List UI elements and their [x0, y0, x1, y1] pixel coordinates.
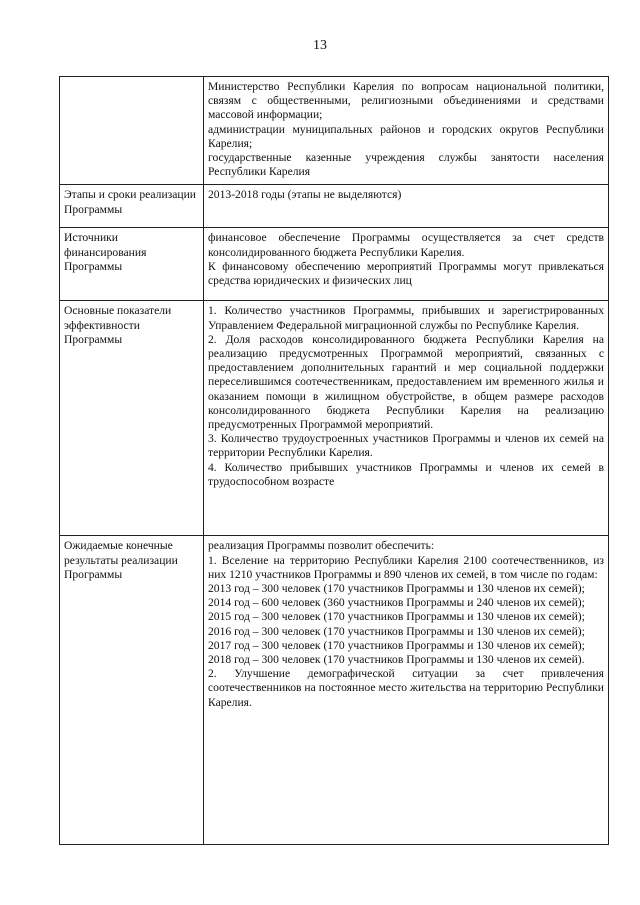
row-value: [204, 228, 609, 301]
row-value: [204, 301, 609, 536]
paragraph: 2014 год – 600 человек (360 участников Программы и 240 членов их семей);: [208, 596, 585, 610]
row-label: Ожидаемые конечные результаты реализации Программы: [60, 536, 204, 845]
paragraph: 1. Вселение на территорию Республики Карелия 2100 соотечественников, из них 1210 участников Программы и 890 членов их семей, в том числе по годам:: [208, 553, 604, 581]
page-number: 13: [313, 38, 327, 53]
paragraph: 2013-2018 годы (этапы не выделяются): [208, 188, 402, 202]
paragraph: 2. Улучшение демографической ситуации за счет привлечения соотечественников на постоянное место жительства на территорию Республики Карелия.: [208, 667, 604, 709]
paragraph: 2017 год – 300 человек (170 участников Программы и 130 членов их семей);: [208, 638, 585, 652]
row-label: Основные показатели эффективности Программы: [60, 301, 204, 536]
row-label: Источники финансирования Программы: [60, 228, 204, 301]
table-row: [60, 301, 609, 536]
row-value: [204, 77, 609, 185]
paragraph: К финансовому обеспечению мероприятий Программы могут привлекаться средства юридических и физических лиц: [208, 259, 604, 288]
table-row: [60, 536, 609, 845]
paragraph: 2016 год – 300 человек (170 участников Программы и 130 членов их семей);: [208, 624, 585, 638]
paragraph: финансовое обеспечение Программы осуществляется за счет средств консолидированного бюджета Республики Карелия.: [208, 231, 604, 259]
row-label: Этапы и сроки реализации Программы: [60, 185, 204, 228]
row-label: [60, 77, 204, 185]
paragraph: 4. Количество прибывших участников Программы и членов их семей в трудоспособном возрасте: [208, 460, 604, 488]
program-passport-table: [59, 76, 609, 845]
paragraph: 2015 год – 300 человек (170 участников Программы и 130 членов их семей);: [208, 610, 585, 624]
paragraph: администрации муниципальных районов и городских округов Республики Карелия;: [208, 122, 604, 150]
paragraph: 2013 год – 300 человек (170 участников Программы и 130 членов их семей);: [208, 582, 585, 596]
paragraph: реализация Программы позволит обеспечить:: [208, 539, 435, 553]
paragraph: 1. Количество участников Программы, прибывших и зарегистрированных Управлением Федеральной миграционной службы по Республике Карелия.: [208, 304, 604, 332]
table-row: [60, 77, 609, 185]
row-value: [204, 536, 609, 845]
paragraph: государственные казенные учреждения службы занятости населения Республики Карелия: [208, 151, 604, 179]
paragraph: 3. Количество трудоустроенных участников Программы и членов их семей на территории Республики Карелия.: [208, 432, 604, 460]
paragraph: 2. Доля расходов консолидированного бюджета Республики Карелия на реализацию предусмотренных Программой мероприятий, связанных с предоставлением дополнительных гарантий и мер социальной поддержки переселившимся соотечественникам, предоставлением им временного жилья и оказанием помощи в жилищном обустройстве, в общем размере расходов консолидированного бюджета Республики Карелия на реализацию предусмотренных Программой мероприятий.: [208, 332, 604, 432]
table-row: [60, 185, 609, 228]
paragraph: 2018 год – 300 человек (170 участников Программы и 130 членов их семей).: [208, 653, 585, 667]
row-value: [204, 185, 609, 228]
paragraph: Министерство Республики Карелия по вопросам национальной политики, связям с общественными, религиозными объединениями и средствами массовой информации;: [208, 80, 604, 122]
table-row: [60, 228, 609, 301]
